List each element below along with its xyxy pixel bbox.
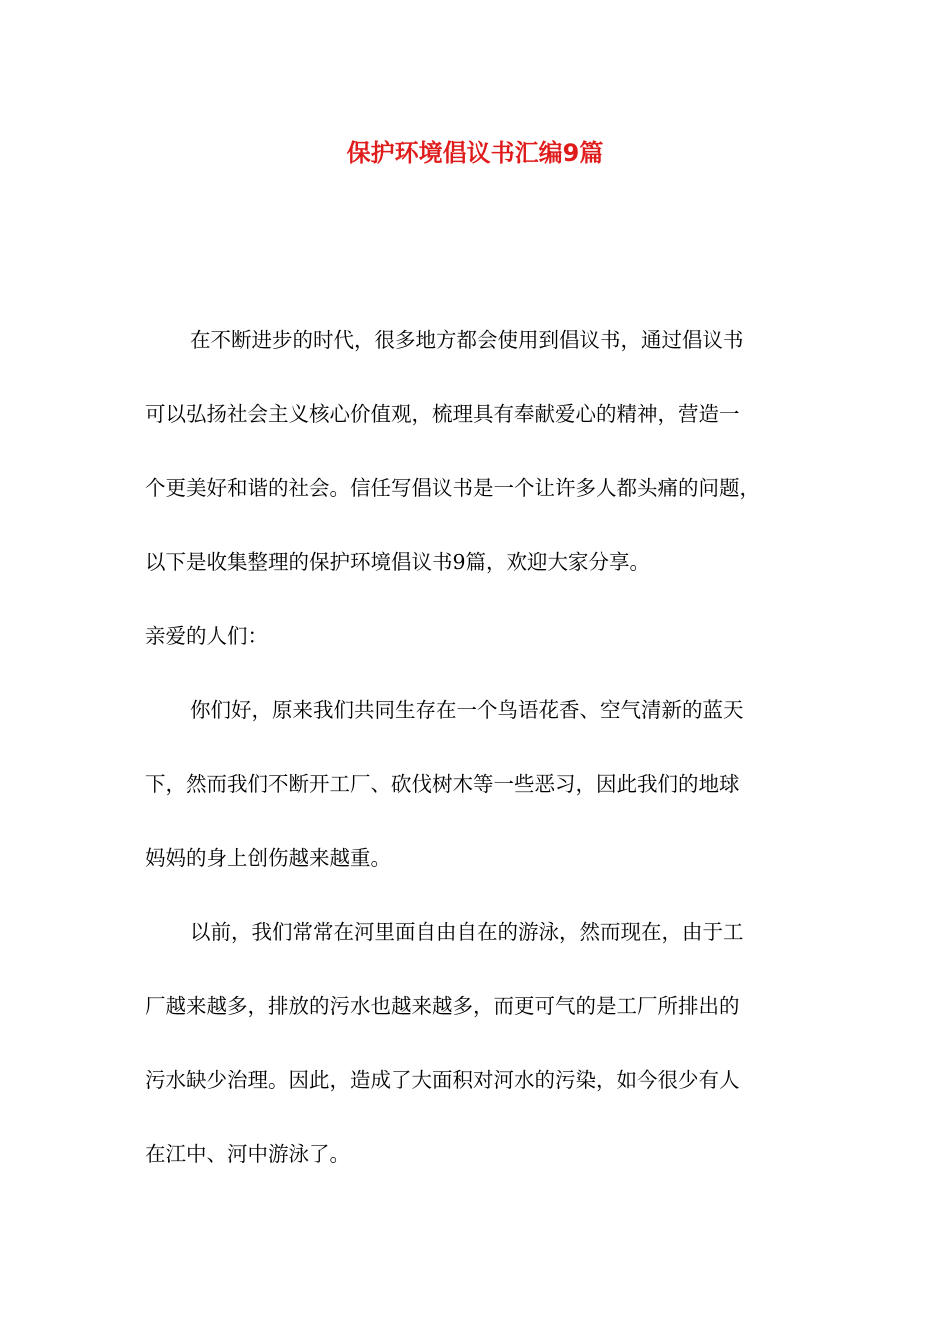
- paragraph-river: [145, 895, 820, 1191]
- text-line: 亲爱的人们：: [145, 624, 268, 648]
- text-line: 在江中、河中游泳了。: [145, 1142, 350, 1166]
- paragraph-intro: [145, 303, 820, 599]
- text-line: 污水缺少治理。因此，造成了大面积对河水的污染，如今很少有人: [145, 1068, 740, 1092]
- text-line: 个更美好和谐的社会。信任写倡议书是一个让许多人都头痛的问题，: [145, 476, 760, 500]
- text-line: 妈妈的身上创伤越来越重。: [145, 846, 391, 870]
- text-line: 在不断进步的时代，很多地方都会使用到倡议书，通过倡议书: [190, 328, 744, 352]
- text-line: 以前，我们常常在河里面自由自在的游泳，然而现在，由于工: [190, 920, 744, 944]
- paragraph-greeting: [145, 673, 820, 895]
- document-title: 保护环境倡议书汇编9篇: [346, 139, 604, 167]
- text-line: 下，然而我们不断开工厂、砍伐树木等一些恶习，因此我们的地球: [145, 772, 740, 796]
- text-line: 厂越来越多，排放的污水也越来越多，而更可气的是工厂所排出的: [145, 994, 740, 1018]
- text-line: 你们好，原来我们共同生存在一个鸟语花香、空气清新的蓝天: [190, 698, 744, 722]
- text-line: 可以弘扬社会主义核心价值观，梳理具有奉献爱心的精神，营造一: [145, 402, 740, 426]
- document-body: [145, 303, 820, 1191]
- text-line: 以下是收集整理的保护环境倡议书9篇，欢迎大家分享。: [145, 550, 651, 574]
- paragraph-salutation: [145, 599, 820, 673]
